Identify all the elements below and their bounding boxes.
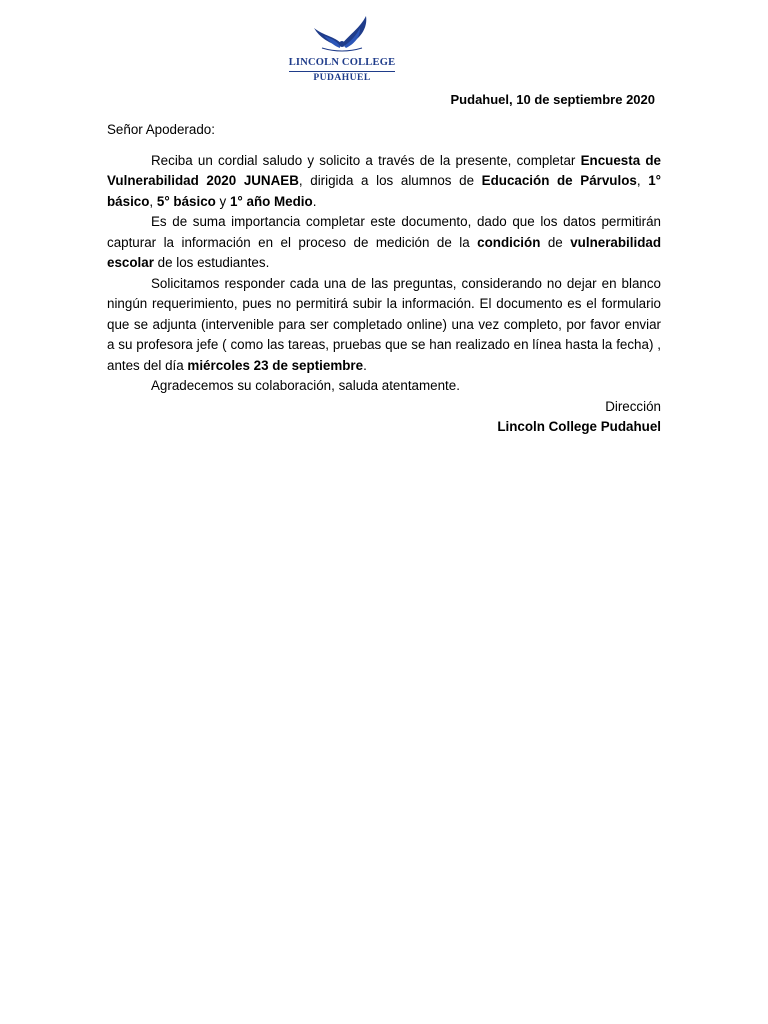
logo-text-line1: LINCOLN COLLEGE xyxy=(289,58,396,72)
salutation: Señor Apoderado: xyxy=(107,122,215,137)
letter-body xyxy=(107,120,661,438)
signature-title: Dirección xyxy=(605,398,661,414)
p3-bold-deadline: miércoles 23 de septiembre xyxy=(187,357,364,373)
p1-bold-survey: Encuesta de Vulnerabilidad 2020 JUNAEB xyxy=(107,152,661,188)
p2-text: Es de suma importancia completar este documento, dado que los datos permitirán capturar la información en el proceso de medición de la xyxy=(107,214,661,250)
p1-text: . xyxy=(312,193,317,209)
p1-text: , xyxy=(636,173,649,188)
p3-text: . xyxy=(363,357,367,373)
school-logo xyxy=(284,14,400,84)
paragraph-2 xyxy=(107,212,661,274)
paragraph-1 xyxy=(107,151,661,213)
p2-text: de los estudiantes. xyxy=(153,255,270,270)
date-line: Pudahuel, 10 de septiembre 2020 xyxy=(450,92,655,107)
p3-text: Solicitamos responder cada una de las preguntas, considerando no dejar en blanco ningún requerimiento, pues no permitirá subir la información. El documento es el formulario que se adjunta (intervenible para ser completado online) una vez completo, por favor enviar a su profesora jefe ( como las tareas, pruebas que se han realizado en línea hasta la fecha) , antes del día xyxy=(107,275,661,373)
eagle-wings-icon xyxy=(310,14,374,52)
logo-text-line2: PUDAHUEL xyxy=(313,72,371,83)
p1-text: y xyxy=(215,193,230,209)
p1-bold-level: 1° año Medio xyxy=(229,193,313,209)
p2-bold: condición xyxy=(477,234,541,250)
p1-text: , dirigida a los alumnos de xyxy=(298,173,482,188)
p1-bold-level: Educación de Párvulos xyxy=(481,173,637,188)
p1-text: Reciba un cordial saludo y solicito a través de la presente, completar xyxy=(151,152,581,168)
signature-school xyxy=(107,417,661,438)
p1-text: , xyxy=(149,193,157,209)
p1-bold-level: 5° básico xyxy=(156,193,216,209)
p1-bold-level: 1° básico xyxy=(107,173,661,209)
p2-bold: vulnerabilidad escolar xyxy=(107,234,661,270)
signature-school-name: Lincoln College Pudahuel xyxy=(497,419,661,434)
paragraph-4: Agradecemos su colaboración, saluda atentamente. xyxy=(151,378,460,393)
paragraph-3 xyxy=(107,274,661,377)
p2-text: de xyxy=(540,234,571,250)
